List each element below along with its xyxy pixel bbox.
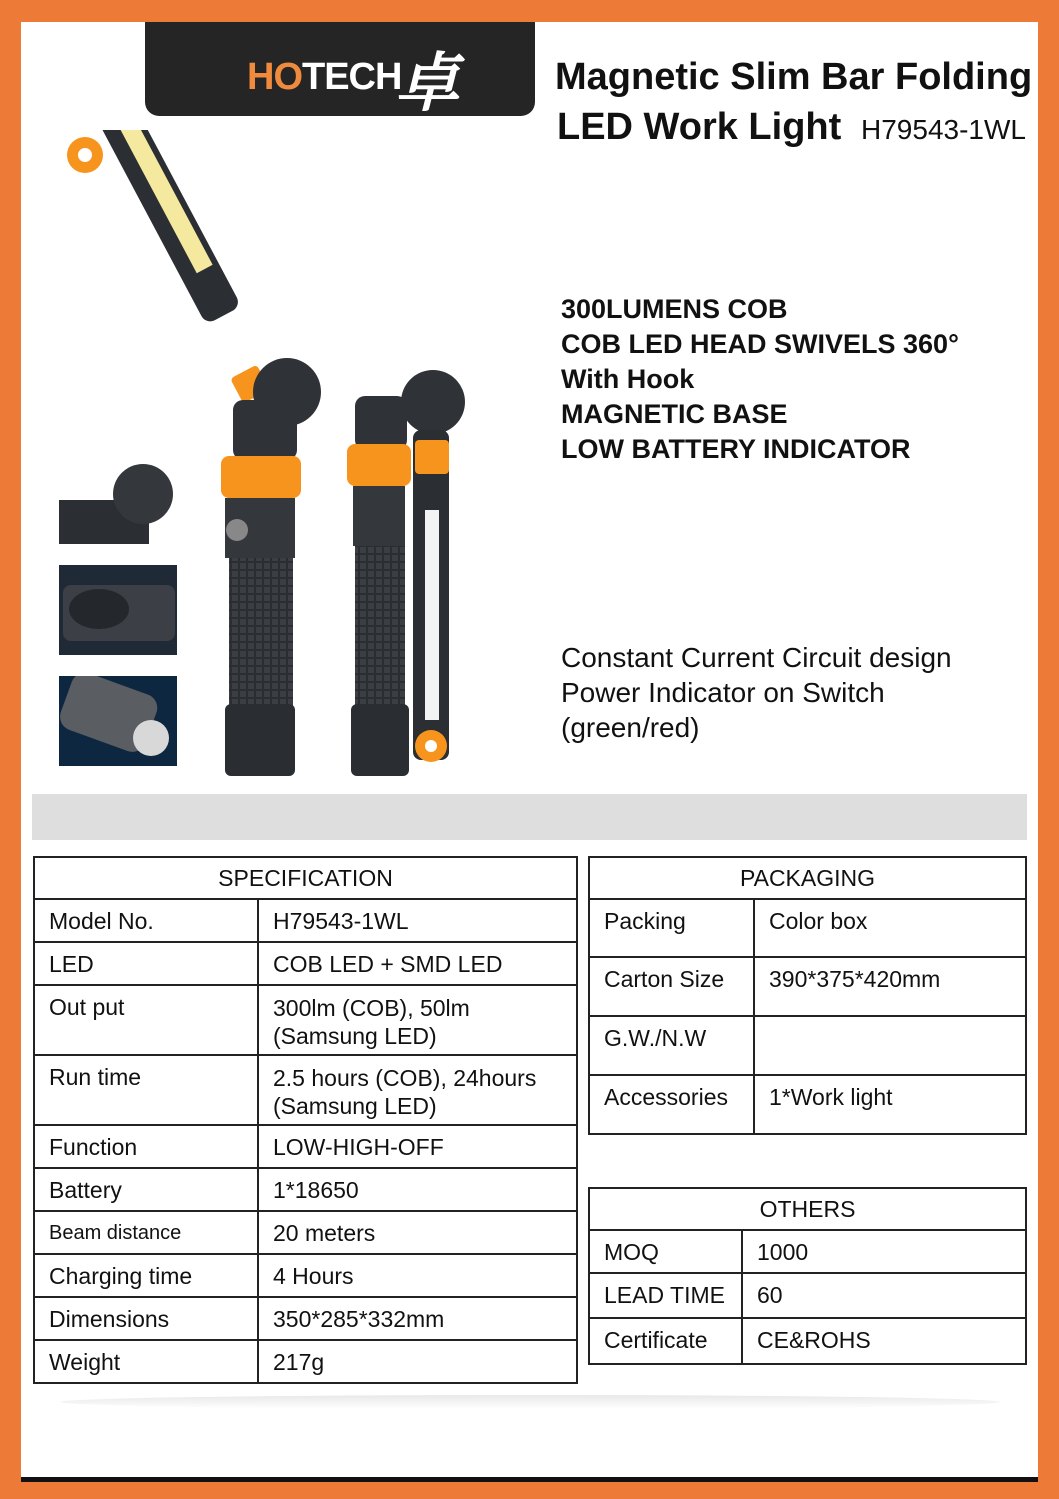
spec-value: 350*285*332mm xyxy=(258,1297,577,1340)
note-item: (green/red) xyxy=(561,712,700,743)
specification-header: SPECIFICATION xyxy=(34,857,577,899)
spec-value: LOW-HIGH-OFF xyxy=(258,1125,577,1168)
spec-value: 2.5 hours (COB), 24hours (Samsung LED) xyxy=(258,1055,577,1125)
model-number: H79543-1WL xyxy=(861,114,1026,145)
table-shadow xyxy=(60,1395,1000,1409)
packaging-table xyxy=(588,856,1027,1135)
packaging-label: Packing xyxy=(589,899,754,957)
others-value: 60 xyxy=(742,1273,1026,1318)
spec-label: Dimensions xyxy=(34,1297,258,1340)
note-item: Constant Current Circuit design xyxy=(561,642,952,673)
feature-item: MAGNETIC BASE xyxy=(561,399,788,429)
brand-logo xyxy=(145,22,535,121)
packaging-header: PACKAGING xyxy=(589,857,1026,899)
spec-value: 20 meters xyxy=(258,1211,577,1254)
feature-item: With Hook xyxy=(561,364,695,394)
spec-value: 4 Hours xyxy=(258,1254,577,1297)
others-label: MOQ xyxy=(589,1230,742,1273)
spec-label: Model No. xyxy=(34,899,258,942)
others-label: Certificate xyxy=(589,1318,742,1364)
spec-label: Beam distance xyxy=(34,1211,258,1254)
feature-item: 300LUMENS COB xyxy=(561,294,788,324)
others-value: CE&ROHS xyxy=(742,1318,1026,1364)
spec-label: Out put xyxy=(34,985,258,1055)
thumbnail-lens xyxy=(59,676,177,766)
feature-list xyxy=(561,292,959,467)
spec-label: Function xyxy=(34,1125,258,1168)
spec-label: Battery xyxy=(34,1168,258,1211)
divider-bar xyxy=(32,794,1027,840)
product-title-line2: LED Work Light xyxy=(557,106,842,148)
specification-table xyxy=(33,856,578,1384)
feature-item: COB LED HEAD SWIVELS 360° xyxy=(561,329,959,359)
others-value: 1000 xyxy=(742,1230,1026,1273)
notes-list xyxy=(561,640,952,745)
packaging-value: Color box xyxy=(754,899,1026,957)
spec-label: Run time xyxy=(34,1055,258,1125)
packaging-label: G.W./N.W xyxy=(589,1016,754,1075)
spec-label: Charging time xyxy=(34,1254,258,1297)
product-title-line1: Magnetic Slim Bar Folding xyxy=(555,56,1033,98)
packaging-value: 1*Work light xyxy=(754,1075,1026,1134)
note-item: Power Indicator on Switch xyxy=(561,677,885,708)
logo-glyph: 卓 xyxy=(395,46,459,121)
packaging-label: Carton Size xyxy=(589,957,754,1016)
spec-value: COB LED + SMD LED xyxy=(258,942,577,985)
spec-value: 217g xyxy=(258,1340,577,1383)
spec-value: H79543-1WL xyxy=(258,899,577,942)
spec-label: Weight xyxy=(34,1340,258,1383)
logo-text: HOTECH xyxy=(247,56,402,98)
others-label: LEAD TIME xyxy=(589,1273,742,1318)
spec-value: 300lm (COB), 50lm (Samsung LED) xyxy=(258,985,577,1055)
packaging-value: 390*375*420mm xyxy=(754,957,1026,1016)
feature-item: LOW BATTERY INDICATOR xyxy=(561,434,911,464)
thumbnail-head xyxy=(59,462,177,544)
packaging-value xyxy=(754,1016,1026,1075)
thumbnail-switch xyxy=(59,565,177,655)
others-table xyxy=(588,1187,1027,1365)
others-header: OTHERS xyxy=(589,1188,1026,1230)
packaging-label: Accessories xyxy=(589,1075,754,1134)
folded-lamp xyxy=(347,370,465,776)
spec-value: 1*18650 xyxy=(258,1168,577,1211)
spec-label: LED xyxy=(34,942,258,985)
